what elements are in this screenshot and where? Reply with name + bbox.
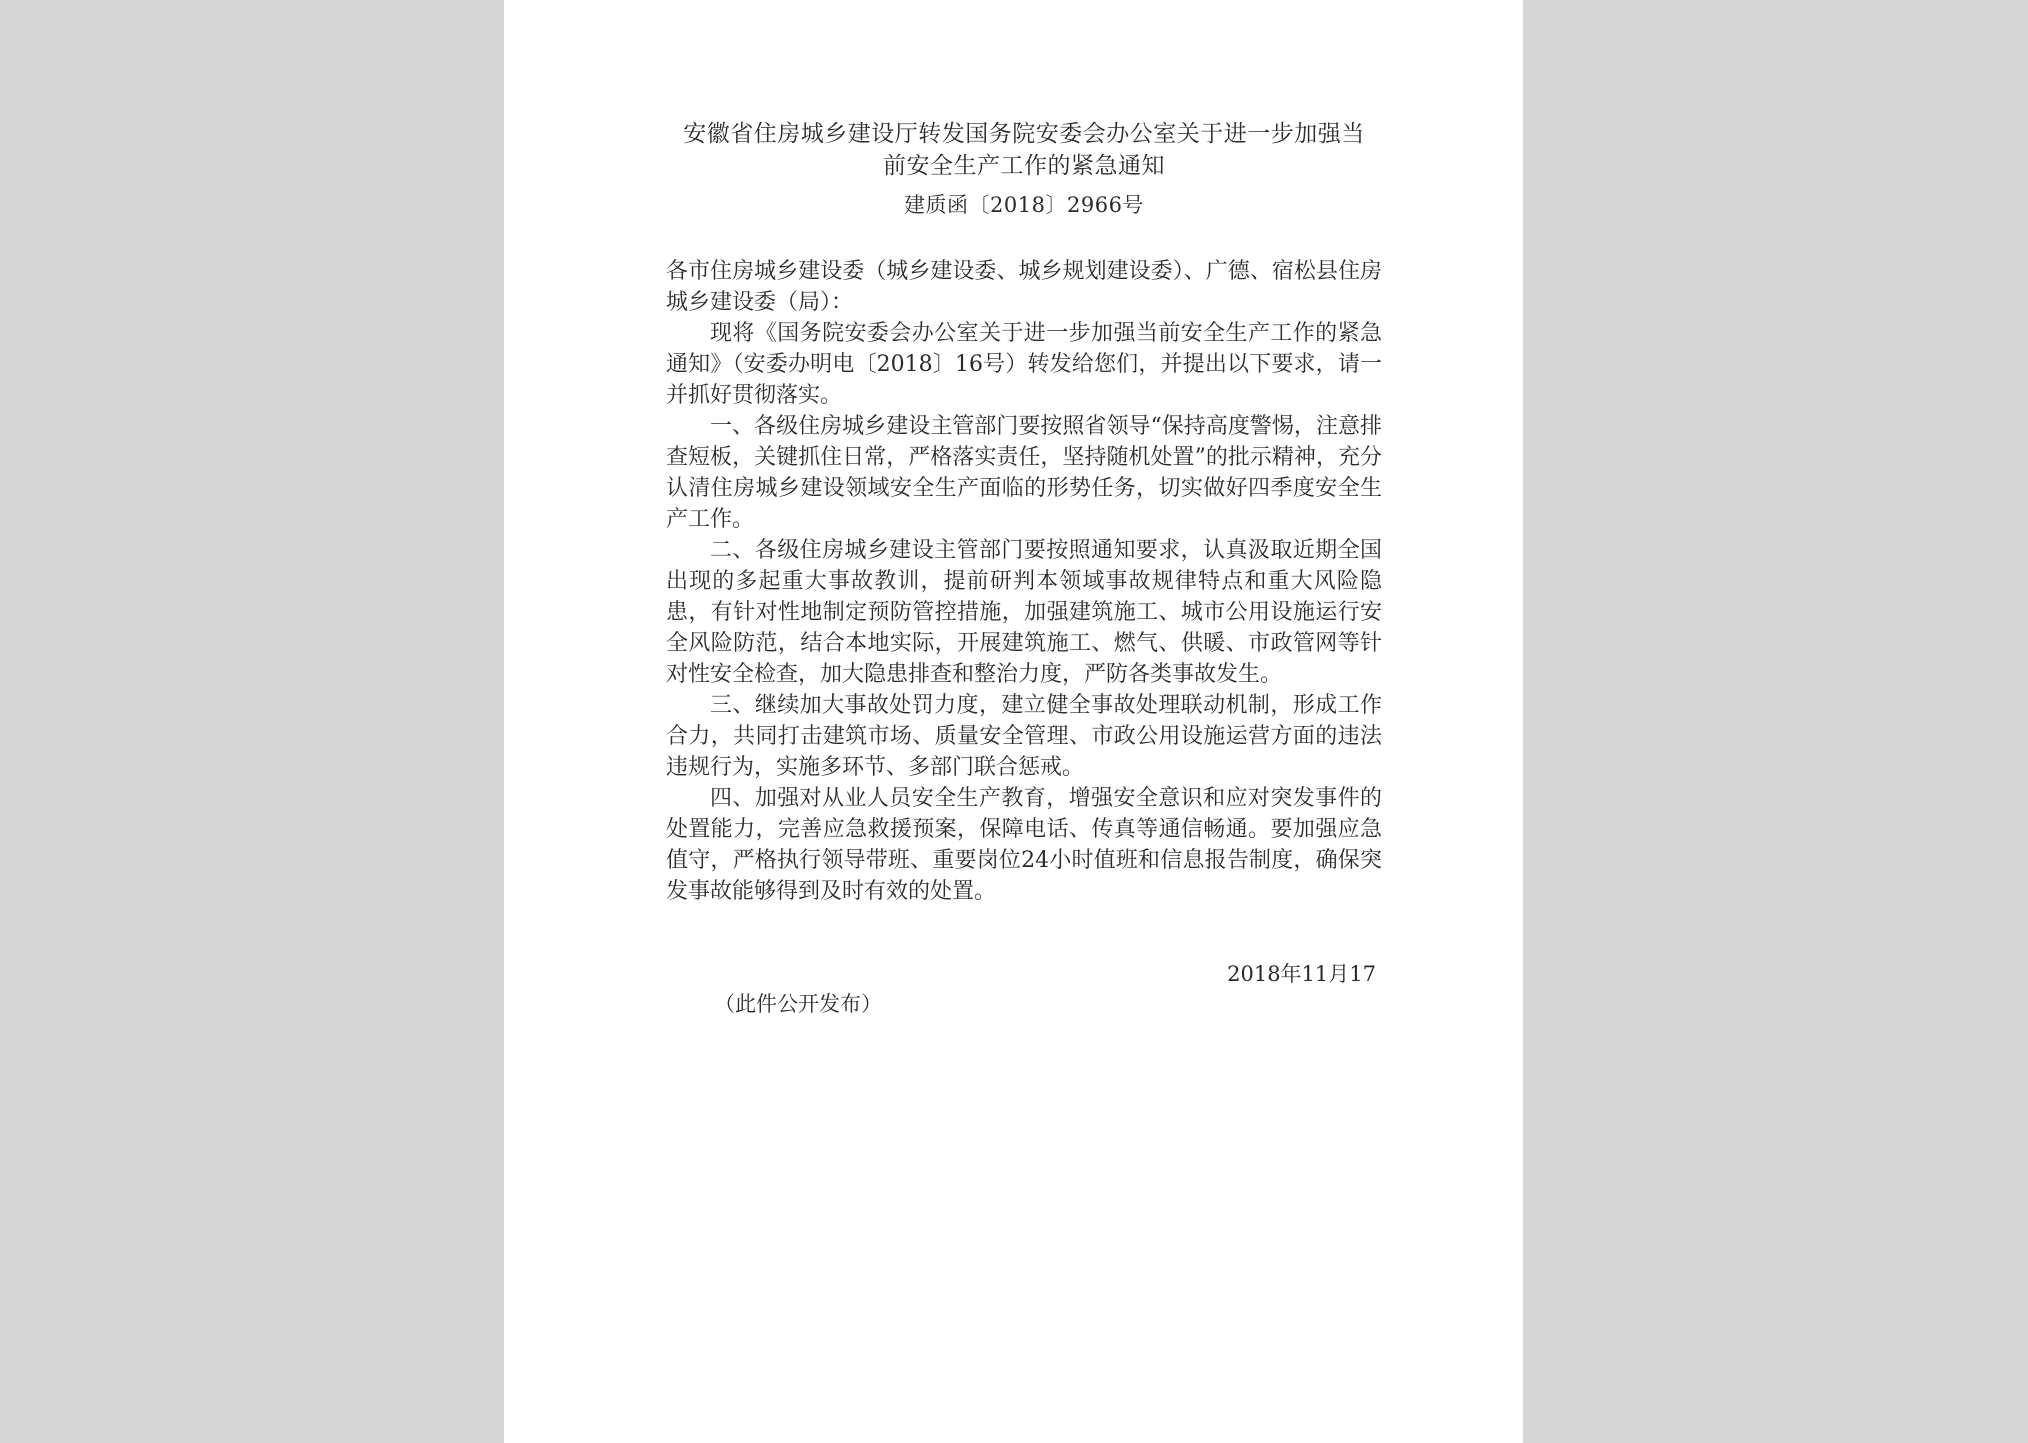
paragraph-2: 二、各级住房城乡建设主管部门要按照通知要求，认真汲取近期全国出现的多起重大事故教训，提前研判本领域事故规律特点和重大风险隐患，有针对性地制定预防管控措施，加强建筑施工、城市公用设施运行安全风险防范，结合本地实际，开展建筑施工、燃气、供暖、市政管网等针对性安全检查，加大隐患排查和整治力度，严防各类事故发生。 xyxy=(666,538,1382,687)
document-title-line-1: 安徽省住房城乡建设厅转发国务院安委会办公室关于进一步加强当 xyxy=(683,121,1365,147)
document-body xyxy=(666,256,1382,907)
document-page xyxy=(504,0,1523,1443)
document-title-line-2: 前安全生产工作的紧急通知 xyxy=(883,153,1165,179)
paragraph-3: 三、继续加大事故处罚力度，建立健全事故处理联动机制，形成工作合力，共同打击建筑市场、质量安全管理、市政公用设施运营方面的违法违规行为，实施多环节、多部门联合惩戒。 xyxy=(666,693,1382,780)
paragraph-1: 一、各级住房城乡建设主管部门要按照省领导“保持高度警惕，注意排查短板，关键抓住日常，严格落实责任，坚持随机处置”的批示精神，充分认清住房城乡建设领域安全生产面临的形势任务，切实做好四季度安全生产工作。 xyxy=(666,414,1382,532)
document-number: 建质函〔2018〕2966号 xyxy=(904,193,1144,217)
document-date: 2018年11月17 xyxy=(1227,962,1376,986)
publication-note: （此件公开发布） xyxy=(714,992,882,1016)
paragraph-intro: 现将《国务院安委会办公室关于进一步加强当前安全生产工作的紧急通知》（安委办明电〔2018〕16号）转发给您们，并提出以下要求，请一并抓好贯彻落实。 xyxy=(666,321,1382,408)
addressee: 各市住房城乡建设委（城乡建设委、城乡规划建设委）、广德、宿松县住房城乡建设委（局）： xyxy=(666,259,1382,315)
document-content xyxy=(666,118,1382,1019)
paragraph-4: 四、加强对从业人员安全生产教育，增强安全意识和应对突发事件的处置能力，完善应急救援预案，保障电话、传真等通信畅通。要加强应急值守，严格执行领导带班、重要岗位24小时值班和信息报告制度，确保突发事故能够得到及时有效的处置。 xyxy=(666,786,1382,904)
